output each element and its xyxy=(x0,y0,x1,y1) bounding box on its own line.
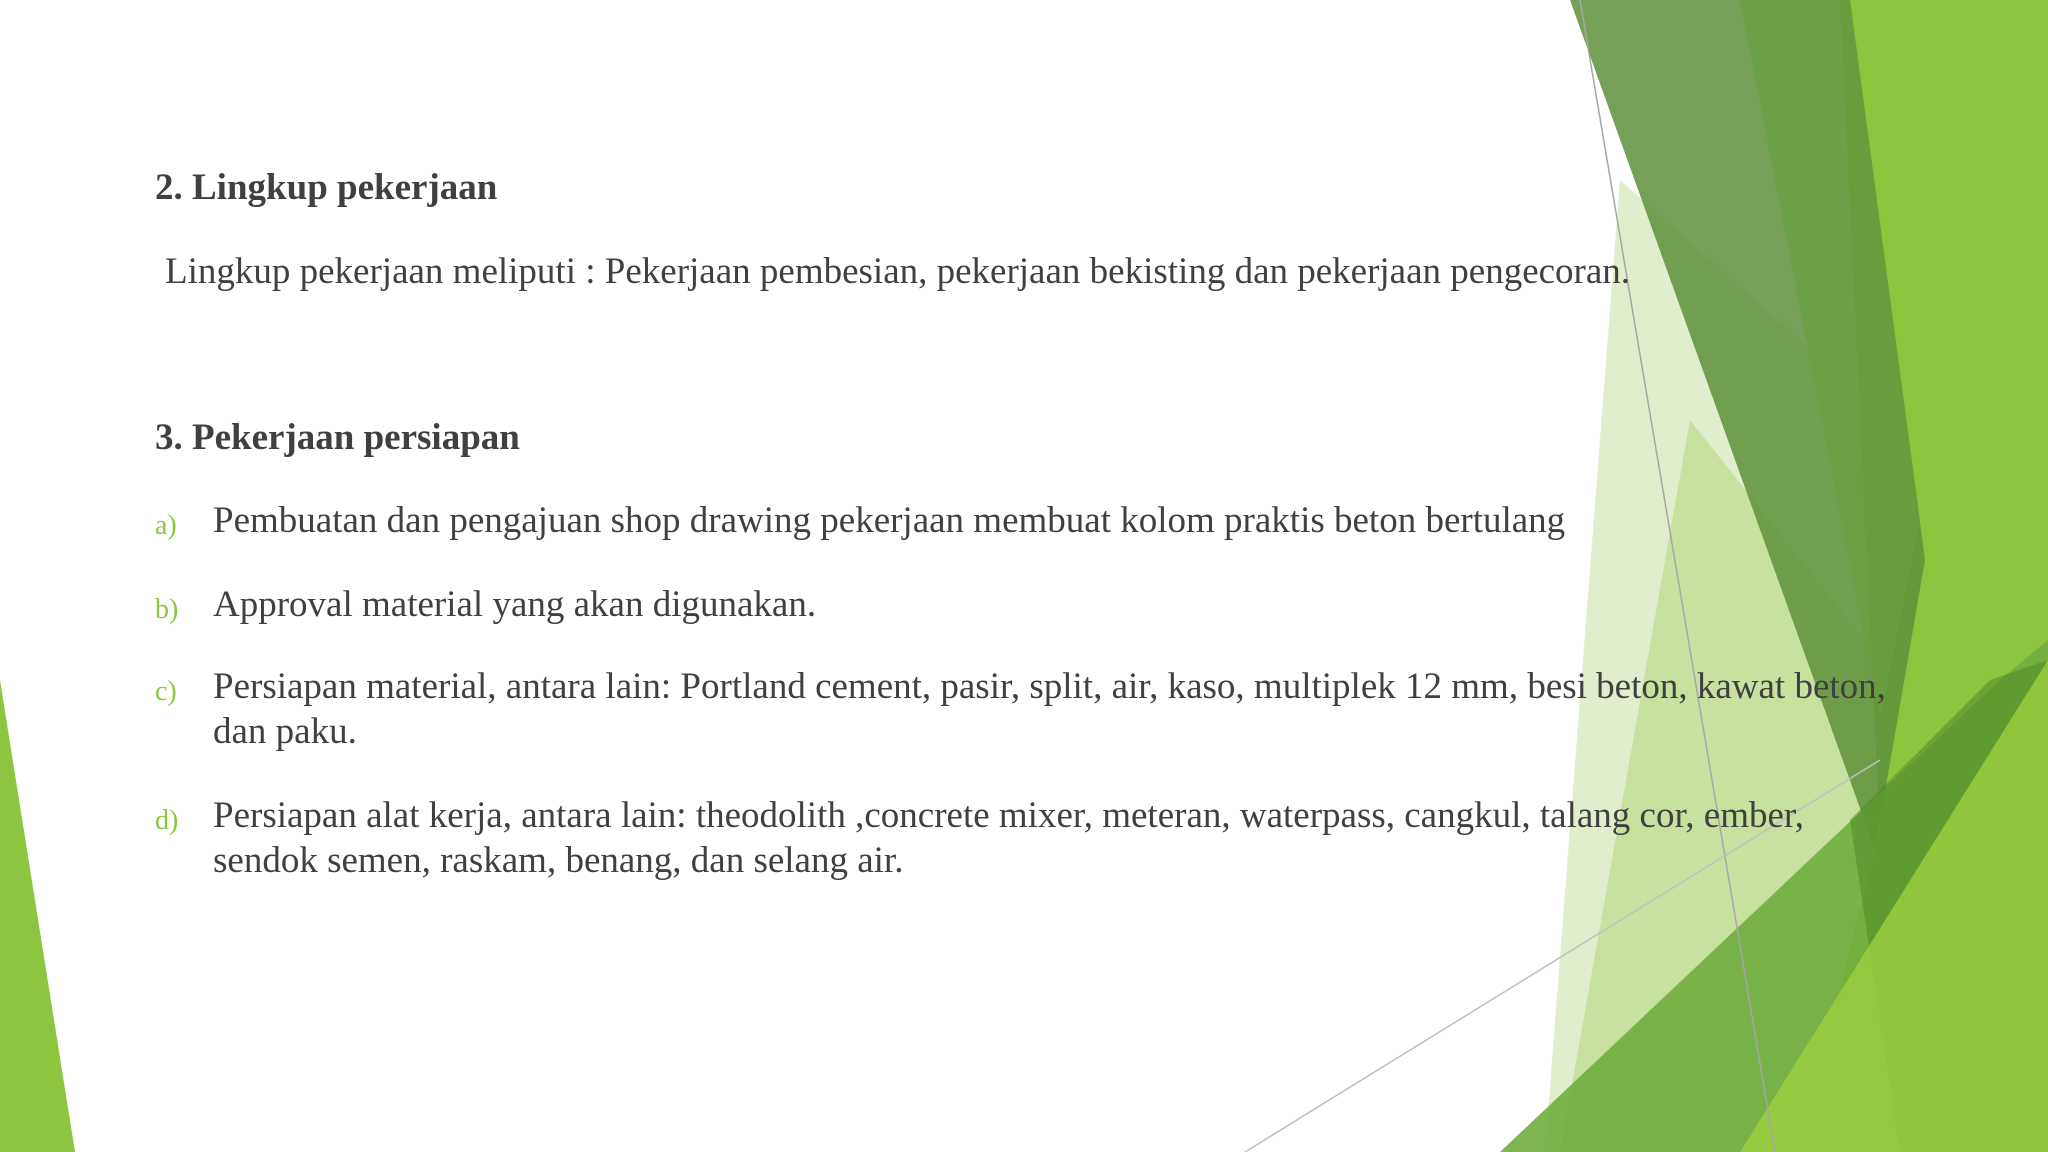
list-marker: b) xyxy=(155,594,179,625)
list-marker: a) xyxy=(155,510,177,541)
list-item-text: Persiapan material, antara lain: Portland cement, pasir, split, air, kaso, multiplek 12 mm, besi beton, kawat beton, dan paku. xyxy=(213,666,1886,752)
left-green-sliver xyxy=(0,680,75,1152)
section-2-heading: 2. Lingkup pekerjaan xyxy=(155,167,498,208)
slide-content xyxy=(155,0,1915,1152)
list-marker: c) xyxy=(155,676,177,707)
list-item-text: Pembuatan dan pengajuan shop drawing pekerjaan membuat kolom praktis beton bertulang xyxy=(213,500,1566,541)
section-2-paragraph: Lingkup pekerjaan meliputi : Pekerjaan pembesian, pekerjaan bekisting dan pekerjaan pengecoran. xyxy=(165,251,1631,292)
list-item-text: Persiapan alat kerja, antara lain: theodolith ,concrete mixer, meteran, waterpass, cangkul, talang cor, ember, sendok semen, raskam, benang, dan selang air. xyxy=(213,795,1805,881)
list-marker: d) xyxy=(155,805,179,836)
list-item-text: Approval material yang akan digunakan. xyxy=(213,584,817,625)
section-3-heading: 3. Pekerjaan persiapan xyxy=(155,417,520,458)
